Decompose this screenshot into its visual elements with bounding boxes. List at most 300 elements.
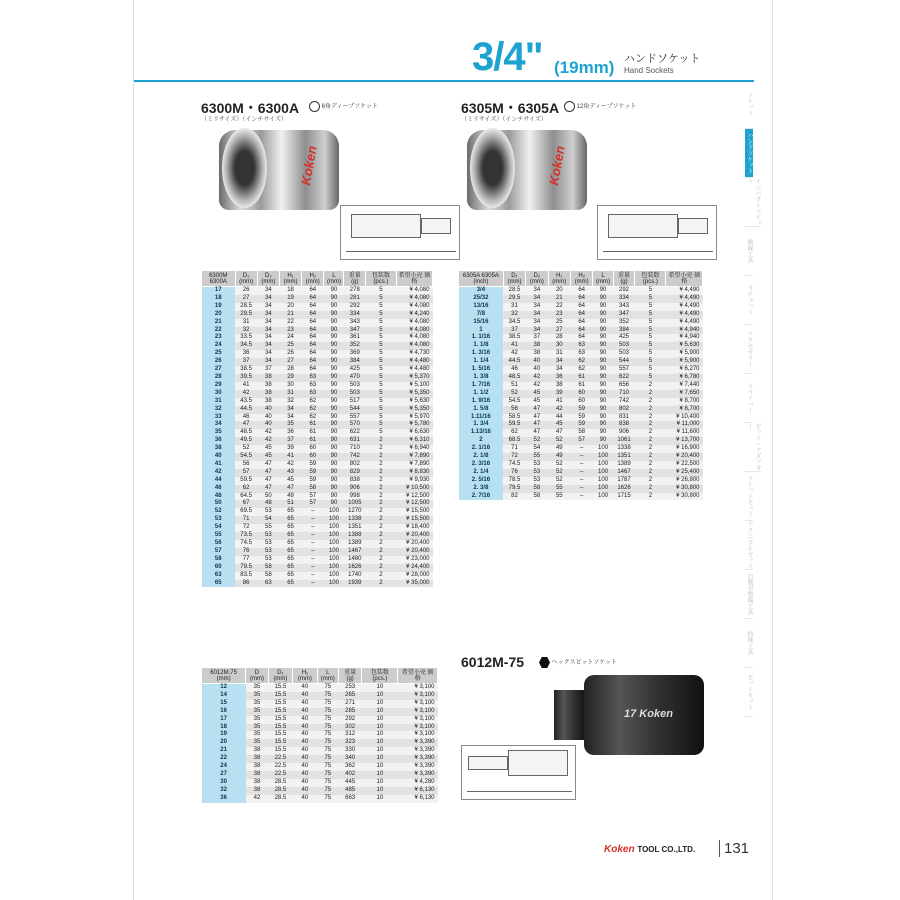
value-cell: 37 <box>503 327 525 335</box>
catalog-page <box>133 0 773 900</box>
value-cell: 64 <box>570 295 593 303</box>
value-cell: 52 <box>503 390 525 398</box>
size-cell: 21 <box>202 747 246 755</box>
value-cell: ¥ 4,490 <box>666 303 703 311</box>
value-cell: 54 <box>257 516 279 524</box>
value-cell: 32 <box>503 311 525 319</box>
value-cell: 35 <box>279 421 301 429</box>
sidebar-category[interactable]: ハンドソケット <box>745 129 753 178</box>
footer-brand: Koken TOOL CO.,LTD. <box>604 844 696 855</box>
value-cell: 10 <box>362 692 398 700</box>
value-cell: 65 <box>279 556 301 564</box>
size-cell: 1. 1/8 <box>459 342 504 350</box>
value-cell: ¥ 4,480 <box>396 366 432 374</box>
value-cell: – <box>570 493 593 501</box>
value-cell: 2 <box>366 572 397 580</box>
value-cell: 79.5 <box>235 564 257 572</box>
value-cell: 292 <box>339 716 362 724</box>
value-cell: 35 <box>246 724 269 732</box>
size-cell: 15/16 <box>459 319 504 327</box>
value-cell: 5 <box>366 414 397 422</box>
size-cell: 65 <box>202 580 236 588</box>
value-cell: 1626 <box>344 564 366 572</box>
value-cell: 2 <box>635 453 666 461</box>
sidebar-category[interactable]: ビットセット <box>745 668 753 717</box>
value-cell: 2 <box>366 453 397 461</box>
table-row <box>202 540 433 548</box>
table-row <box>202 311 433 319</box>
value-cell: 59 <box>570 421 593 429</box>
value-cell: 59.5 <box>503 421 525 429</box>
value-cell: 28.5 <box>268 795 292 803</box>
value-cell: 34 <box>526 319 549 327</box>
value-cell: ¥ 5,350 <box>396 390 432 398</box>
value-cell: 352 <box>613 319 635 327</box>
value-cell: 54.5 <box>235 453 257 461</box>
sidebar-category[interactable]: ラチェット <box>745 276 753 325</box>
value-cell: 58 <box>257 564 279 572</box>
value-cell: 34 <box>526 295 549 303</box>
value-cell: 742 <box>344 453 366 461</box>
value-cell: 25 <box>279 342 301 350</box>
value-cell: 5 <box>366 358 397 366</box>
value-cell: 57 <box>302 493 324 501</box>
sidebar-category[interactable]: 自動車整備工具 <box>745 570 753 619</box>
value-cell: 82 <box>503 493 525 501</box>
value-cell: 47 <box>526 429 549 437</box>
value-cell: 51 <box>279 500 301 508</box>
value-cell: 20 <box>548 287 570 295</box>
value-cell: 62 <box>302 398 324 406</box>
table-row <box>202 295 433 303</box>
value-cell: ¥ 4,490 <box>666 287 703 295</box>
value-cell: 100 <box>593 477 613 485</box>
column-header: L (mm) <box>317 668 338 684</box>
value-cell: 77 <box>235 556 257 564</box>
size-cell: 30 <box>202 390 236 398</box>
value-cell: 425 <box>613 334 635 342</box>
value-cell: 544 <box>344 406 366 414</box>
value-cell: 656 <box>613 382 635 390</box>
value-cell: ¥ 3,390 <box>398 771 438 779</box>
value-cell: 55 <box>548 485 570 493</box>
value-cell: 15.5 <box>268 700 292 708</box>
hex-bit-tip <box>554 690 586 740</box>
column-header: D₁ (mm) <box>268 668 292 684</box>
value-cell: 23 <box>548 311 570 319</box>
size-cell: 1. 1/4 <box>459 358 504 366</box>
value-cell: 63 <box>302 382 324 390</box>
size-cell: 1. 9/16 <box>459 398 504 406</box>
value-cell: 59 <box>570 414 593 422</box>
value-cell: ¥ 3,390 <box>398 755 438 763</box>
value-cell: 46 <box>503 366 525 374</box>
value-cell: – <box>302 540 324 548</box>
value-cell: 53 <box>526 469 549 477</box>
value-cell: – <box>302 556 324 564</box>
size-cell: 15 <box>202 700 246 708</box>
value-cell: 100 <box>593 445 613 453</box>
section-1-type: 6角ディープソケット <box>321 104 378 111</box>
size-cell: 42 <box>202 469 236 477</box>
value-cell: 39 <box>548 390 570 398</box>
column-header: 希望小売 価格 <box>398 668 438 684</box>
value-cell: 2 <box>635 382 666 390</box>
sidebar-category[interactable]: アクセサリー <box>745 325 753 374</box>
value-cell: 40 <box>526 366 549 374</box>
table-row <box>202 342 433 350</box>
size-cell: 2. 1/16 <box>459 445 504 453</box>
value-cell: 10 <box>362 731 398 739</box>
value-cell: 302 <box>339 724 362 732</box>
value-cell: ¥ 30,800 <box>666 485 703 493</box>
value-cell: 62 <box>503 429 525 437</box>
size-cell: 1. 7/16 <box>459 382 504 390</box>
value-cell: 38 <box>246 747 269 755</box>
size-cell: 7/8 <box>459 311 504 319</box>
value-cell: 64 <box>302 311 324 319</box>
socket-opening <box>222 128 267 208</box>
value-cell: ¥ 5,630 <box>666 342 703 350</box>
value-cell: ¥ 6,130 <box>398 795 438 803</box>
value-cell: ¥ 20,400 <box>396 532 432 540</box>
value-cell: 61 <box>302 437 324 445</box>
value-cell: 29.5 <box>235 311 257 319</box>
size-cell: 18 <box>202 724 246 732</box>
value-cell: ¥ 5,350 <box>396 406 432 414</box>
value-cell: – <box>302 572 324 580</box>
table-row <box>459 390 703 398</box>
value-cell: 998 <box>344 493 366 501</box>
value-cell: – <box>570 485 593 493</box>
sidebar-category[interactable]: ソケット <box>745 80 753 129</box>
value-cell: 40 <box>293 700 317 708</box>
value-cell: 51 <box>503 382 525 390</box>
value-cell: 45 <box>526 390 549 398</box>
value-cell: 42 <box>279 461 301 469</box>
value-cell: 57 <box>570 437 593 445</box>
value-cell: 802 <box>344 461 366 469</box>
table-row <box>202 795 438 803</box>
value-cell: 38 <box>526 342 549 350</box>
value-cell: 544 <box>613 358 635 366</box>
value-cell: 5 <box>366 287 397 295</box>
value-cell: 65 <box>279 548 301 556</box>
value-cell: 5 <box>366 421 397 429</box>
value-cell: 90 <box>324 429 344 437</box>
value-cell: 34.5 <box>503 319 525 327</box>
value-cell: 72 <box>503 453 525 461</box>
sidebar-category[interactable]: 絶縁工具 <box>745 227 753 276</box>
value-cell: 100 <box>324 556 344 564</box>
value-cell: 10 <box>362 739 398 747</box>
size-cell: 2 <box>459 437 504 445</box>
value-cell: ¥ 24,400 <box>396 564 432 572</box>
value-cell: 38 <box>246 779 269 787</box>
value-cell: 5 <box>366 334 397 342</box>
value-cell: 100 <box>324 524 344 532</box>
value-cell: 5 <box>635 311 666 319</box>
value-cell: 15.5 <box>268 731 292 739</box>
size-cell: 57 <box>202 548 236 556</box>
value-cell: ¥ 8,700 <box>666 398 703 406</box>
value-cell: 292 <box>344 303 366 311</box>
value-cell: 40 <box>257 414 279 422</box>
size-cell: 14 <box>202 692 246 700</box>
size-cell: 36 <box>202 795 246 803</box>
value-cell: 362 <box>339 763 362 771</box>
column-header: 包装数 (pcs.) <box>635 271 666 287</box>
value-cell: 5 <box>366 390 397 398</box>
size-cell: 56 <box>202 540 236 548</box>
value-cell: 90 <box>324 453 344 461</box>
value-cell: 90 <box>324 437 344 445</box>
value-cell: 64 <box>570 303 593 311</box>
value-cell: 30 <box>548 342 570 350</box>
size-cell: 60 <box>202 564 236 572</box>
table-row <box>202 327 433 335</box>
value-cell: 47 <box>257 477 279 485</box>
value-cell: 1467 <box>613 469 635 477</box>
value-cell: 90 <box>593 390 613 398</box>
value-cell: 75 <box>317 747 338 755</box>
value-cell: 100 <box>324 508 344 516</box>
value-cell: 5 <box>635 327 666 335</box>
value-cell: 90 <box>324 311 344 319</box>
dimension-diagram-3 <box>461 745 576 800</box>
column-header: L (mm) <box>593 271 613 287</box>
value-cell: 65 <box>279 540 301 548</box>
column-header: 希望小売 価格 <box>396 271 432 287</box>
value-cell: 48.5 <box>235 429 257 437</box>
value-cell: ¥ 4,080 <box>396 327 432 335</box>
table-row <box>459 342 703 350</box>
table-row <box>459 453 703 461</box>
value-cell: 27 <box>279 358 301 366</box>
sidebar-category[interactable]: ビット・アダプター <box>746 423 760 471</box>
value-cell: 38.5 <box>235 366 257 374</box>
size-cell: 1 <box>459 327 504 335</box>
column-header: L (mm) <box>324 271 344 287</box>
table-row <box>202 580 433 588</box>
value-cell: 10 <box>362 763 398 771</box>
value-cell: 44 <box>548 414 570 422</box>
value-cell: 34 <box>257 334 279 342</box>
value-cell: 2 <box>635 406 666 414</box>
table-row <box>202 700 438 708</box>
value-cell: 5 <box>366 342 397 350</box>
value-cell: 5 <box>366 406 397 414</box>
value-cell: 34 <box>279 406 301 414</box>
value-cell: 503 <box>344 382 366 390</box>
value-cell: 1715 <box>613 493 635 501</box>
value-cell: 53 <box>257 508 279 516</box>
value-cell: 2 <box>635 461 666 469</box>
value-cell: 49 <box>548 445 570 453</box>
value-cell: 48.5 <box>503 374 525 382</box>
value-cell: 90 <box>324 287 344 295</box>
value-cell: 2 <box>366 548 397 556</box>
value-cell: 253 <box>339 684 362 692</box>
value-cell: 1338 <box>613 445 635 453</box>
value-cell: 100 <box>593 493 613 501</box>
section-1-sub: （ミリサイズ）（インチサイズ） <box>201 117 287 123</box>
value-cell: 2 <box>635 429 666 437</box>
value-cell: 72 <box>235 524 257 532</box>
value-cell: ¥ 4,080 <box>396 319 432 327</box>
value-cell: 86 <box>235 580 257 588</box>
value-cell: 2 <box>366 524 397 532</box>
value-cell: ¥ 6,940 <box>396 445 432 453</box>
value-cell: 384 <box>344 358 366 366</box>
section-2-type: 12角ディープソケット <box>576 104 637 111</box>
value-cell: 64 <box>302 366 324 374</box>
value-cell: 100 <box>324 532 344 540</box>
table-row <box>202 684 438 692</box>
size-cell: 1. 3/16 <box>459 350 504 358</box>
socket-brand-logo-2: Koken <box>546 144 568 187</box>
value-cell: ¥ 26,800 <box>666 477 703 485</box>
value-cell: 10 <box>362 795 398 803</box>
value-cell: 36 <box>548 374 570 382</box>
table-row <box>459 414 703 422</box>
size-cell: 27 <box>202 366 236 374</box>
value-cell: ¥ 22,500 <box>666 461 703 469</box>
value-cell: 557 <box>344 414 366 422</box>
value-cell: 100 <box>324 516 344 524</box>
value-cell: 2 <box>366 493 397 501</box>
value-cell: 58 <box>570 429 593 437</box>
value-cell: ¥ 11,000 <box>666 421 703 429</box>
value-cell: 45 <box>279 477 301 485</box>
value-cell: 2 <box>366 556 397 564</box>
value-cell: 34 <box>257 295 279 303</box>
table-row <box>202 731 438 739</box>
value-cell: 45 <box>257 445 279 453</box>
size-cell: 55 <box>202 532 236 540</box>
value-cell: 47 <box>526 414 549 422</box>
sidebar-category[interactable]: ドライバー <box>745 374 753 423</box>
value-cell: 271 <box>339 700 362 708</box>
value-cell: 34 <box>526 287 549 295</box>
size-cell: 24 <box>202 763 246 771</box>
value-cell: 42 <box>257 437 279 445</box>
value-cell: ¥ 5,970 <box>396 414 432 422</box>
value-cell: 38 <box>257 382 279 390</box>
table-row <box>202 461 433 469</box>
value-cell: ¥ 35,000 <box>396 580 432 588</box>
value-cell: 330 <box>339 747 362 755</box>
value-cell: 1005 <box>344 500 366 508</box>
value-cell: 63 <box>302 390 324 398</box>
sidebar-category[interactable]: 特殊工具 <box>745 619 753 668</box>
value-cell: 38 <box>257 390 279 398</box>
value-cell: ¥ 4,080 <box>396 334 432 342</box>
sidebar-category[interactable]: インパクトソケット <box>746 178 760 226</box>
value-cell: – <box>302 548 324 556</box>
value-cell: 90 <box>324 334 344 342</box>
value-cell: 2 <box>635 390 666 398</box>
value-cell: 44.5 <box>503 358 525 366</box>
value-cell: 90 <box>593 421 613 429</box>
value-cell: 2 <box>366 445 397 453</box>
table-row <box>202 437 433 445</box>
value-cell: 43.5 <box>235 398 257 406</box>
value-cell: 90 <box>593 382 613 390</box>
table-row <box>459 319 703 327</box>
table-row <box>459 469 703 477</box>
value-cell: 361 <box>344 334 366 342</box>
value-cell: 352 <box>344 342 366 350</box>
table-row <box>202 532 433 540</box>
column-header: 6012M.75 (mm) <box>202 668 246 684</box>
value-cell: ¥ 4,080 <box>396 295 432 303</box>
value-cell: 47 <box>526 421 549 429</box>
value-cell: 34 <box>548 366 570 374</box>
value-cell: 5 <box>635 295 666 303</box>
value-cell: 49 <box>279 493 301 501</box>
value-cell: 90 <box>324 342 344 350</box>
value-cell: 65 <box>279 580 301 588</box>
value-cell: 35 <box>246 692 269 700</box>
value-cell: 61 <box>302 421 324 429</box>
value-cell: 2 <box>366 540 397 548</box>
value-cell: ¥ 11,600 <box>666 429 703 437</box>
value-cell: – <box>302 532 324 540</box>
value-cell: 52 <box>235 445 257 453</box>
value-cell: ¥ 15,500 <box>396 508 432 516</box>
sidebar-category[interactable]: ソケットセット <box>745 472 753 521</box>
sidebar-category[interactable]: テクニカルセット <box>746 521 752 569</box>
value-cell: 78.5 <box>503 477 525 485</box>
value-cell: 15.5 <box>268 692 292 700</box>
value-cell: ¥ 4,080 <box>396 287 432 295</box>
value-cell: 38 <box>246 771 269 779</box>
value-cell: 90 <box>324 390 344 398</box>
value-cell: 75 <box>317 731 338 739</box>
value-cell: 334 <box>344 311 366 319</box>
value-cell: 100 <box>593 453 613 461</box>
value-cell: ¥ 7,890 <box>396 461 432 469</box>
column-header: D₁ (mm) <box>503 271 525 287</box>
size-cell: 20 <box>202 311 236 319</box>
value-cell: ¥ 7,650 <box>666 390 703 398</box>
value-cell: ¥ 23,000 <box>396 556 432 564</box>
value-cell: 53 <box>526 477 549 485</box>
value-cell: 15.5 <box>268 724 292 732</box>
value-cell: 40 <box>526 358 549 366</box>
section-2-model: 6305M・6305A <box>461 100 560 116</box>
value-cell: 58 <box>257 572 279 580</box>
value-cell: 5 <box>635 334 666 342</box>
value-cell: – <box>302 564 324 572</box>
value-cell: ¥ 4,080 <box>396 303 432 311</box>
value-cell: 1740 <box>344 572 366 580</box>
value-cell: 47 <box>548 429 570 437</box>
value-cell: 5 <box>366 398 397 406</box>
value-cell: 2 <box>366 500 397 508</box>
size-cell: 27 <box>202 771 246 779</box>
value-cell: 55 <box>257 524 279 532</box>
table-row <box>459 421 703 429</box>
value-cell: 285 <box>339 708 362 716</box>
value-cell: 5 <box>366 366 397 374</box>
value-cell: 15.5 <box>268 684 292 692</box>
value-cell: ¥ 20,400 <box>396 540 432 548</box>
value-cell: 90 <box>324 406 344 414</box>
section-2-sub: （ミリサイズ）（インチサイズ） <box>461 117 547 123</box>
value-cell: 906 <box>344 485 366 493</box>
